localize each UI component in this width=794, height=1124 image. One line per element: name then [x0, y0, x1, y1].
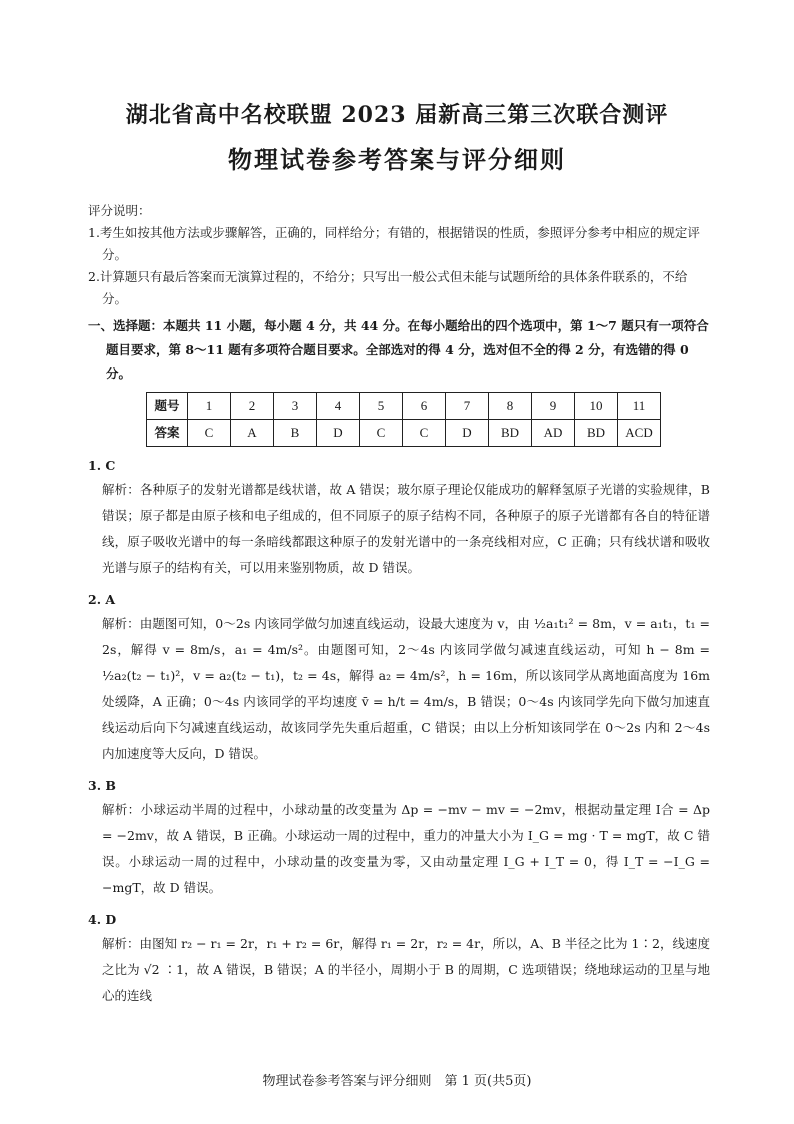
question-3-explanation: 解析：小球运动半周的过程中，小球动量的改变量为 Δp = −mv − mv = −2mv，根据动量定理 I合 = Δp = −2mv，故 A 错误，B 正确。小球运动一周的过程中，重力的冲量大小为 I_G = mg · T = mgT，故 C 错误。小球运动一周的过程中，小球动量的改变量为零，又由动量定理 I_G + I_T = 0，得 I_T = −I_G = −mgT，故 D 错误。	[102, 802, 710, 895]
question-1-explanation: 解析：各种原子的发射光谱都是线状谱，故 A 错误；玻尔原子理论仅能成功的解释氢原子光谱的实验规律，B 错误；原子都是由原子核和电子组成的，但不同原子的原子结构不同，各种原子的原子光谱都有各自的特征谱线，原子吸收光谱中的每一条暗线都跟这种原子的发射光谱中的一条亮线相对应，C 正确；只有线状谱和吸收光谱与原子的结构有关，可以用来鉴别物质，故 D 错误。	[102, 482, 710, 575]
answer-table	[146, 392, 661, 447]
question-number-cell: 10	[575, 393, 618, 420]
answer-cell: BD	[575, 420, 618, 447]
question-1-answer: 1. C	[88, 458, 116, 473]
table-header-number: 题号	[147, 393, 188, 420]
question-2-answer: 2. A	[88, 592, 116, 607]
answer-cell: AD	[532, 420, 575, 447]
question-number-cell: 8	[489, 393, 532, 420]
answer-table-number-row	[147, 393, 661, 420]
question-number-cell: 4	[317, 393, 360, 420]
document-body	[88, 200, 710, 1009]
grading-note-1: 1.考生如按其他方法或步骤解答，正确的，同样给分；有错的，根据错误的性质，参照评分参考中相应的规定评分。	[88, 225, 700, 262]
answer-table-answer-row	[147, 420, 661, 447]
answer-cell: B	[274, 420, 317, 447]
page-footer: 物理试卷参考答案与评分细则 第 1 页(共5页)	[262, 1074, 532, 1089]
question-4-explanation: 解析：由图知 r₂ − r₁ = 2r，r₁ + r₂ = 6r，解得 r₁ = 2r，r₂ = 4r，所以，A、B 半径之比为 1∶2，线速度之比为 √2 ∶1，故 A 错误，B 错误；A 的半径小，周期小于 B 的周期，C 选项错误；绕地球运动的卫星与地心的连线	[102, 936, 710, 1003]
answer-cell: A	[231, 420, 274, 447]
answer-cell: C	[403, 420, 446, 447]
answer-cell: BD	[489, 420, 532, 447]
notes-heading: 评分说明：	[88, 203, 151, 218]
document-title: 湖北省高中名校联盟 2023 届新高三第三次联合测评	[125, 102, 669, 128]
table-header-answer: 答案	[147, 420, 188, 447]
answer-cell: D	[317, 420, 360, 447]
question-3-answer: 3. B	[88, 778, 116, 793]
question-number-cell: 3	[274, 393, 317, 420]
question-number-cell: 11	[618, 393, 661, 420]
section-heading-choice: 一、选择题：本题共 11 小题，每小题 4 分，共 44 分。在每小题给出的四个选项中，第 1～7 题只有一项符合题目要求，第 8～11 题有多项符合题目要求。全部选对的得 4 分，选对但不全的得 2 分，有选错的得 0 分。	[88, 318, 709, 381]
document-subtitle: 物理试卷参考答案与评分细则	[228, 145, 566, 174]
question-number-cell: 2	[231, 393, 274, 420]
question-4-answer: 4. D	[88, 912, 117, 927]
question-number-cell: 7	[446, 393, 489, 420]
question-number-cell: 9	[532, 393, 575, 420]
answer-cell: ACD	[618, 420, 661, 447]
question-number-cell: 6	[403, 393, 446, 420]
answer-cell: C	[188, 420, 231, 447]
grading-note-2: 2.计算题只有最后答案而无演算过程的，不给分；只写出一般公式但未能与试题所给的具体条件联系的，不给分。	[88, 269, 688, 306]
answer-cell: C	[360, 420, 403, 447]
answer-cell: D	[446, 420, 489, 447]
question-number-cell: 1	[188, 393, 231, 420]
question-2-explanation: 解析：由题图可知，0～2s 内该同学做匀加速直线运动，设最大速度为 v，由 ½a₁t₁² = 8m，v = a₁t₁，t₁ = 2s，解得 v = 8m/s，a₁ = 4m/s²。由题图可知，2～4s 内该同学做匀减速直线运动，可知 h − 8m = ½a₂(t₂ − t₁)²，v = a₂(t₂ − t₁)，t₂ = 4s，解得 a₂ = 4m/s²，h = 16m，所以该同学从离地面高度为 16m 处缓降，A 正确；0～4s 内该同学的平均速度 v̄ = h/t = 4m/s，B 错误；0～4s 内该同学先向下做匀加速直线运动后向下匀减速直线运动，故该同学先失重后超重，C 错误；由以上分析知该同学在 0～2s 内和 2～4s 内加速度等大反向，D 错误。	[102, 616, 710, 761]
question-number-cell: 5	[360, 393, 403, 420]
